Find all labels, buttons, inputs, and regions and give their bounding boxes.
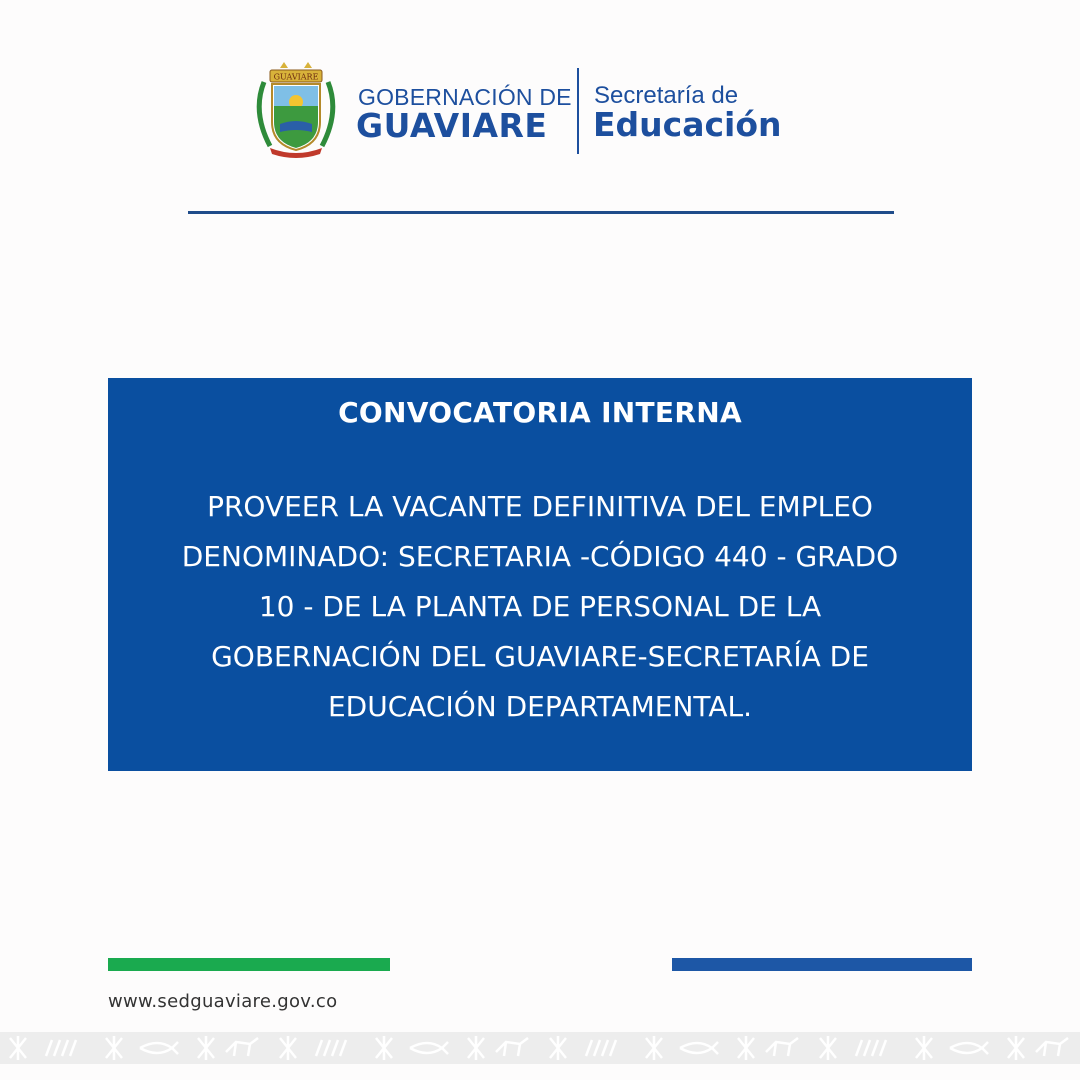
pattern-x-icon (738, 1036, 754, 1060)
secretaria-label: Secretaría de (594, 82, 739, 109)
svg-text:GUAVIARE: GUAVIARE (273, 72, 319, 82)
coat-of-arms-icon (250, 62, 342, 158)
website-link[interactable]: www.sedguaviare.gov.co (108, 991, 338, 1012)
pattern-animal-icon (1036, 1038, 1068, 1056)
pattern-animal-icon (226, 1038, 258, 1056)
pattern-icons (0, 1032, 1080, 1064)
pattern-fish-icon (950, 1042, 988, 1054)
announcement-card (108, 378, 972, 771)
pattern-x-icon (10, 1036, 26, 1060)
pattern-x-icon (1008, 1036, 1024, 1060)
pattern-x-icon (646, 1036, 662, 1060)
announcement-body: PROVEER LA VACANTE DEFINITIVA DEL EMPLEO DENOMINADO: SECRETARIA -CÓDIGO 440 - GRADO 10 - DE LA PLANTA DE PERSONAL DE LA GOBERNACIÓN DEL GUAVIARE-SECRETARÍA DE EDUCACIÓN DEPARTAMENTAL. (181, 490, 899, 723)
pattern-fish-icon (680, 1042, 718, 1054)
announcement-title: CONVOCATORIA INTERNA (338, 396, 742, 429)
pattern-lines-icon (316, 1040, 346, 1056)
gobernacion-label: GOBERNACIÓN DE (358, 84, 572, 110)
header-divider (188, 211, 894, 214)
pattern-lines-icon (586, 1040, 616, 1056)
blue-accent-bar (672, 958, 972, 971)
pattern-x-icon (376, 1036, 392, 1060)
logo-divider (577, 68, 579, 154)
secretaria-name: Educación (593, 105, 782, 144)
pattern-x-icon (916, 1036, 932, 1060)
pattern-x-icon (280, 1036, 296, 1060)
pattern-lines-icon (856, 1040, 886, 1056)
pattern-x-icon (106, 1036, 122, 1060)
pattern-fish-icon (140, 1042, 178, 1054)
pattern-animal-icon (496, 1038, 528, 1056)
decorative-pattern-strip (0, 1032, 1080, 1064)
pattern-x-icon (468, 1036, 484, 1060)
green-accent-bar (108, 958, 390, 971)
pattern-fish-icon (410, 1042, 448, 1054)
pattern-lines-icon (46, 1040, 76, 1056)
pattern-x-icon (198, 1036, 214, 1060)
pattern-x-icon (550, 1036, 566, 1060)
pattern-animal-icon (766, 1038, 798, 1056)
header-logo (250, 62, 850, 158)
pattern-x-icon (820, 1036, 836, 1060)
gobernacion-name: GUAVIARE (356, 106, 548, 145)
